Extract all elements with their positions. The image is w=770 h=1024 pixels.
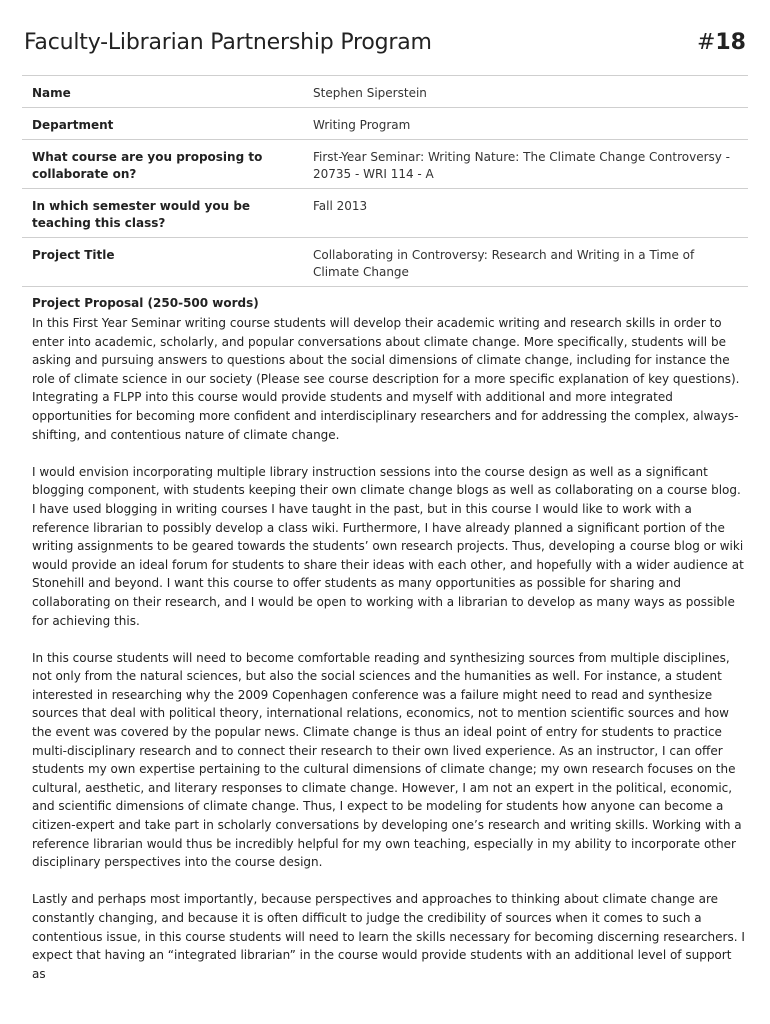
proposal-paragraph: Lastly and perhaps most importantly, because perspectives and approaches to thinking about climate change are constantly changing, and because it is often difficult to judge the credibility of sources when it comes to such a contentious issue, in this course students will need to learn the skills necessary for becoming discerning researchers. I expect that having an “integrated librarian” in the course would provide students with an additional level of support as	[32, 892, 745, 981]
proposal-body	[32, 314, 748, 983]
field-value-name: Stephen Siperstein	[313, 86, 427, 100]
field-row-department	[22, 108, 748, 140]
document-number	[697, 30, 746, 55]
field-label-department: Department	[32, 118, 114, 132]
document-header	[22, 0, 748, 76]
proposal-label: Project Proposal (250-500 words)	[32, 296, 259, 310]
document-number-prefix: #	[696, 30, 716, 55]
proposal-paragraph: In this First Year Seminar writing course students will develop their academic writing and research skills in order to enter into academic, scholarly, and popular conversations about climate change. More specifically, students will be asking and pursuing answers to questions about the social dimensions of climate change, including for instance the role of climate science in our society (Please see course description for a more specific explanation of key questions). Integrating a FLPP into this course would provide students and myself with additional and more integrated opportunities for becoming more confident and interdisciplinary researchers and for addressing the complex, always-shifting, and contentious nature of climate change.	[32, 316, 740, 442]
document-number-value: 18	[715, 30, 746, 55]
field-value-department: Writing Program	[313, 118, 411, 132]
field-label-project-title: Project Title	[32, 248, 115, 262]
field-row-name	[22, 76, 748, 108]
field-value-semester: Fall 2013	[313, 199, 368, 213]
field-row-course	[22, 140, 748, 189]
document-title: Faculty-Librarian Partnership Program	[24, 30, 432, 55]
document-page	[22, 0, 748, 1002]
field-label-course: What course are you proposing to collaborate on?	[32, 150, 263, 181]
proposal-paragraph: In this course students will need to become comfortable reading and synthesizing sources from multiple disciplines, not only from the natural sciences, but also the social sciences and the humanities as well. For instance, a student interested in researching why the 2009 Copenhagen conference was a failure might need to read and synthesize sources that deal with political theory, international relations, economics, not to mention scientific sources and how the event was covered by the popular news. Climate change is thus an ideal point of entry for students to practice multi-disciplinary research and to connect their research to their own lived experience. As an instructor, I can offer students my own expertise pertaining to the cultural dimensions of climate change; my own research focuses on the cultural, aesthetic, and literary responses to climate change. However, I am not an expert in the political, economic, and scientific dimensions of climate change. Thus, I expect to be modeling for students how anyone can become a citizen-expert and take part in scholarly conversations by developing one’s research and writing skills. Working with a reference librarian would thus be incredibly helpful for my own teaching, especially in my ability to incorporate other disciplinary perspectives into the course design.	[32, 650, 742, 870]
field-row-project-title	[22, 238, 748, 287]
field-value-course: First-Year Seminar: Writing Nature: The Climate Change Controversy - 20735 - WRI 114 - A	[313, 150, 731, 181]
field-value-project-title: Collaborating in Controversy: Research and Writing in a Time of Climate Change	[313, 248, 695, 279]
field-label-name: Name	[32, 86, 71, 100]
field-row-semester	[22, 189, 748, 238]
field-label-semester: In which semester would you be teaching this class?	[32, 199, 251, 230]
proposal-paragraph: I would envision incorporating multiple library instruction sessions into the course design as well as a significant blogging component, with students keeping their own climate change blogs as well as collaborating on a course blog. I have used blogging in writing courses I have taught in the past, but in this course I would like to work with a reference librarian to possibly develop a class wiki. Furthermore, I have already planned a significant portion of the writing assignments to be geared towards the students’ own research projects. Thus, developing a course blog or wiki would provide an ideal forum for students to share their ideas with each other, and hopefully with a wider audience at Stonehill and beyond. I want this course to offer students as many opportunities as possible for sharing and collaborating on their research, and I would be open to working with a librarian to develop as many ways as possible for achieving this.	[32, 464, 744, 628]
